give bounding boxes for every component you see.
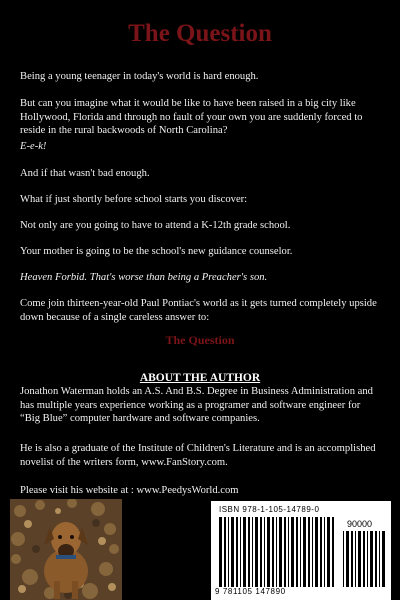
blurb-paragraph-3: E-e-k! [20,141,47,152]
dog-photo-image [10,499,122,600]
sub-title: The Question [165,333,235,347]
barcode-bar [296,517,298,587]
barcode-bar [243,517,246,587]
author-dog-photo [10,499,122,600]
barcode-bar [351,531,353,587]
blurb-paragraph-7: Your mother is going to be the school's new guidance counselor. [20,246,293,257]
barcode-bar [276,517,277,587]
barcode-bar [375,531,377,587]
about-paragraph-3: Please visit his website at : www.PeedysWorld.com [20,485,239,496]
barcode-bar [320,517,322,587]
barcode-bar [379,531,380,587]
barcode-bar [346,531,349,587]
barcode-bar [288,517,289,587]
barcode-bar [367,531,368,587]
about-paragraph-1: Jonathon Waterman holds an A.S. And B.S. Degree in Business Administration and has multiple years experience working as a programer and software engineer for “Big Blue” computer hardware and software companies. [20,386,373,424]
barcode-box [211,501,391,600]
blurb-paragraph-8: Heaven Forbid. That's worse than being a Preacher's son. [20,272,268,283]
blurb-paragraph-6: Not only are you going to have to attend a K-12th grade school. [20,220,291,231]
barcode-bar [308,517,310,587]
barcode-bar [252,517,253,587]
barcode-bar [315,517,318,587]
page-title: The Question [128,20,272,47]
barcode-bar [312,517,313,587]
barcode-bar [284,517,286,587]
barcode-bar [267,517,270,587]
barcode-bar [224,517,226,587]
barcode-bar [358,531,361,587]
barcode-bar [228,517,229,587]
barcode-bar [231,517,234,587]
barcode-bar [240,517,241,587]
barcode-bar [291,517,294,587]
barcode-bar [248,517,250,587]
barcode-bar [343,531,344,587]
price-code: 90000 [347,519,373,529]
blurb-paragraph-4: And if that wasn't bad enough. [20,168,150,179]
barcode-digits: 9 781105 147890 [215,587,286,596]
barcode-bar [355,531,356,587]
barcode-bar [370,531,373,587]
barcode-bar [324,517,325,587]
barcode-addon-bars-icon [343,531,387,587]
barcode-bar [327,517,330,587]
about-author-heading: ABOUT THE AUTHOR [139,372,261,384]
barcode-bar [363,531,365,587]
about-paragraph-2: He is also a graduate of the Institute of Children's Literature and is an accomplished novelist of the writers form, www.FanStory.com. [20,443,376,468]
barcode-bar [272,517,274,587]
blurb-paragraph-5: What if just shortly before school starts you discover: [20,194,248,205]
blurb-paragraph-1: Being a young teenager in today's world is hard enough. [20,71,259,82]
barcode-bar [260,517,262,587]
barcode-bar [264,517,265,587]
barcode-bar [255,517,258,587]
blurb-paragraph-2: But can you imagine what it would be like to have been raised in a big city like Hollywood, Florida and through no fault of your own you are suddenly forced to reside in the rural backwoods of North Carolina? [20,98,363,136]
isbn-label: ISBN 978-1-105-14789-0 [219,505,320,514]
barcode-bar [300,517,301,587]
blurb-paragraph-9: Come join thirteen-year-old Paul Pontiac's world as it gets turned completely upside down because of a single careless answer to: [20,298,377,323]
barcode-bar [382,531,385,587]
barcode-bar [219,517,222,587]
barcode-bar [279,517,282,587]
barcode-bar [332,517,334,587]
barcode-bars-icon [219,517,339,587]
barcode-bar [303,517,306,587]
barcode-bar [236,517,238,587]
